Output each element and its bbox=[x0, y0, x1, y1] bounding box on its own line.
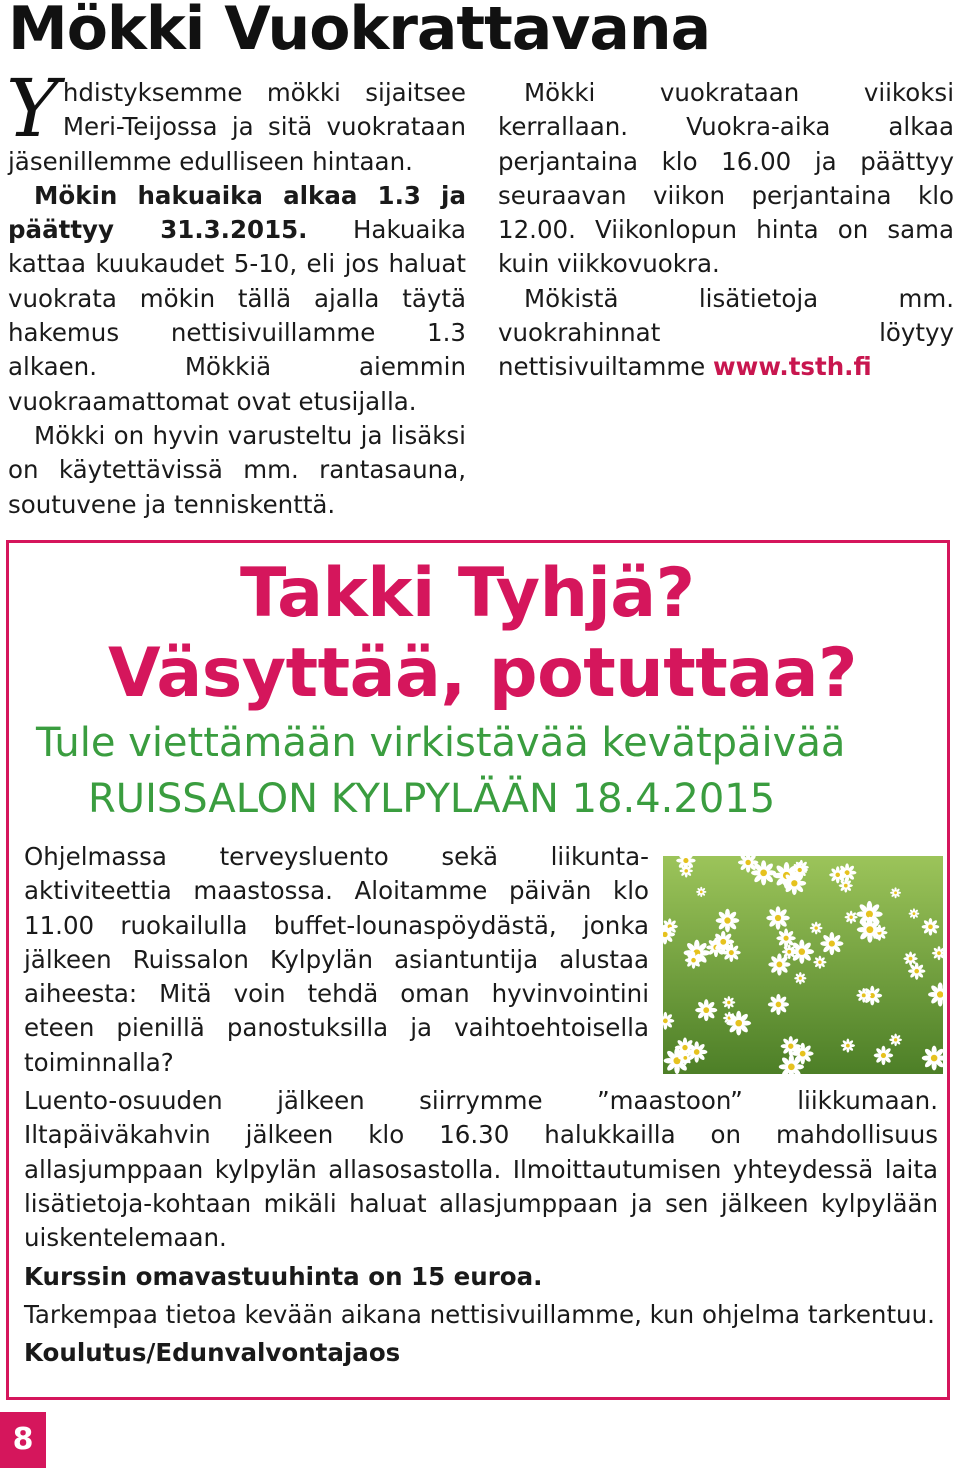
page-number: 8 bbox=[0, 1412, 46, 1468]
ad-paragraph-afternoon: Luento-osuuden jälkeen siirrymme ”maastoon” liikkumaan. Iltapäiväkahvin jälkeen klo 16.30 halukkailla on mahdollisuus allasjumppaan kylpylän allasosastolla. Ilmoittautumisen yhteydessä laita lisätietoja-kohtaan mikäli haluat allasjumppaan ja sen jälkeen kylpylään uiskentelemaan. bbox=[24, 1086, 938, 1253]
ad-paragraph-info: Tarkempaa tietoa kevään aikana nettisivuillamme, kun ohjelma tarkentuu. bbox=[24, 1299, 935, 1329]
website-link[interactable]: www.tsth.fi bbox=[713, 352, 872, 382]
paragraph-intro: Yhdistyksemme mökki sijaitsee Meri-Teijossa ja sitä vuokrataan jäsenillemme edulliseen hintaan. bbox=[6, 62, 466, 176]
ad-signature: Koulutus/Edunvalvontajaos bbox=[24, 1338, 401, 1368]
paragraph-equipment: Mökki on hyvin varusteltu ja lisäksi on käytettävissä mm. rantasauna, soutuvene ja tenniskenttä. bbox=[8, 420, 466, 519]
article-column-left bbox=[6, 62, 466, 522]
article-title: Mökki Vuokrattavana bbox=[8, 0, 711, 64]
paragraph-more-info: Mökistä lisätietoja mm. vuokrahinnat löytyy nettisivuiltamme www.tsth.fi bbox=[498, 283, 954, 382]
ad-paragraph-program: Ohjelmassa terveysluento sekä liikunta-aktiviteettia maastossa. Aloitamme päivän klo 11.00 ruokailulla buffet-lounaspöydästä, jonka jälkeen Ruissalon Kylpylän asiantuntija alustaa aiheesta: Mitä voin tehdä oman hyvinvointini eteen pienillä panostuksilla ja vaihtoehtoisella toiminnalla? bbox=[24, 842, 649, 1077]
daisy-field-image bbox=[663, 856, 943, 1074]
ad-subheading-2: RUISSALON KYLPYLÄÄN 18.4.2015 bbox=[88, 776, 776, 822]
ad-subheading-1: Tule viettämään virkistävää kevätpäivää bbox=[36, 720, 846, 766]
ad-headline-1: Takki Tyhjä? bbox=[240, 554, 695, 633]
article-column-right bbox=[498, 76, 954, 385]
ad-headline-2: Väsyttää, potuttaa? bbox=[108, 634, 857, 713]
paragraph-rental-week: Mökki vuokrataan viikoksi kerrallaan. Vuokra-aika alkaa perjantaina klo 16.00 ja päättyy seuraavan viikon perjantaina klo 12.00. Viikonlopun hinta on sama kuin viikkovuokra. bbox=[498, 78, 954, 279]
daisy-illustration bbox=[663, 856, 943, 1074]
ad-price: Kurssin omavastuuhinta on 15 euroa. bbox=[24, 1261, 543, 1291]
ad-body bbox=[24, 840, 938, 1374]
paragraph-application: Mökin hakuaika alkaa 1.3 ja päättyy 31.3.2015. Hakuaika kattaa kuukaudet 5-10, eli jos haluat vuokrata mökin tällä ajalla täytä hakemus nettisivuillamme 1.3 alkaen. Mökkiä aiemmin vuokraamattomat ovat etusijalla. bbox=[8, 180, 466, 416]
drop-cap: Y bbox=[6, 62, 59, 155]
application-period: Mökin hakuaika alkaa 1.3 ja päättyy 31.3.2015. bbox=[8, 180, 466, 245]
